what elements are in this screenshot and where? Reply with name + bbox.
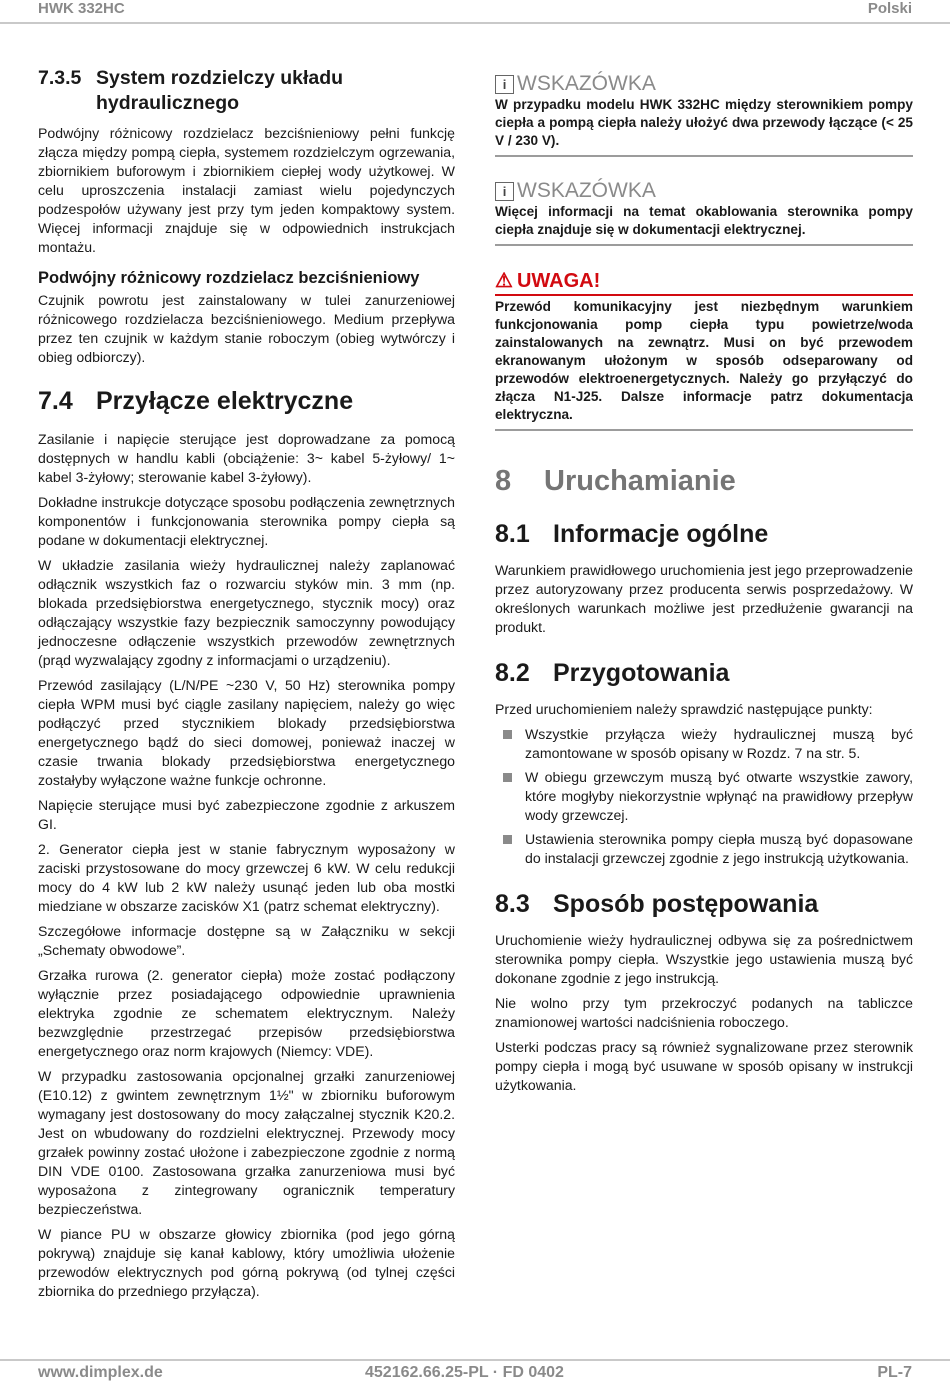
section-title: Sposób postępowania <box>553 890 819 918</box>
section-title: System rozdzielczy układu hydraulicznego <box>96 67 344 114</box>
paragraph: Dokładne instrukcje dotyczące sposobu podłączenia zewnętrznych komponentów i funkcjonowania sterownika pompy ciepła są podane w dokumentacji elektrycznej. <box>38 494 455 548</box>
note-box <box>495 72 913 157</box>
note-box <box>495 179 913 246</box>
note-title: WSKAZÓWKA <box>517 72 656 95</box>
left-column <box>38 66 455 1307</box>
paragraph: Grzałka rurowa (2. generator ciepła) może zostać podłączony wyłącznie przez posiadającego odpowiednie uprawnienia elektryka zgodnie ze schematem elektrycznym. Należy bezwzględnie przestrzegać przepisów przedsiębiorstwa energetycznego oraz norm krajowych (Niemcy: VDE). <box>38 967 455 1059</box>
header-language: Polski <box>867 0 912 17</box>
warning-triangle-icon: ⚠ <box>495 270 513 292</box>
warning-box <box>495 268 913 431</box>
section-title: Przyłącze elektryczne <box>96 387 354 415</box>
paragraph: W układzie zasilania wieży hydraulicznej należy zaplanować odłącznik wszystkich faz o rozwarciu styków min. 3 mm (np. blokada przedsiębiorstwa energetycznego, stycznik mocy) oraz odłączający wszystkie fazy bezpiecznik samoczynny powodujący jednoczesne odłączenie wszystkich przewodów zewnętrznych (prąd wyzwalający zgodny z informacjami o urządzeniu). <box>38 557 455 668</box>
paragraph: Czujnik powrotu jest zainstalowany w tulei zanurzeniowej różnicowego rozdzielacza bezciśnieniowego. Medium przepływa przez ten czujnik w każdym stanie roboczym (obieg wytwórczy i obieg odbiorczy). <box>38 292 455 365</box>
paragraph: 2. Generator ciepła jest w stanie fabrycznym wyposażony w zaciski przystosowane do mocy grzewczej 6 kW. W celu redukcji mocy do 4 kW lub 2 kW należy usunąć jeden lub oba mostki miedziane w obszarze zacisków X1 (patrz schemat elektryczny). <box>38 841 455 914</box>
info-icon: i <box>495 182 514 201</box>
paragraph: Warunkiem prawidłowego uruchomienia jest jego przeprowadzenie przez autoryzowany przez producenta serwis posprzedażowy. W określonych warunkach możliwe jest przedłużenie gwarancji na produkt. <box>495 562 913 635</box>
paragraph: Podwójny różnicowy rozdzielacz bezciśnieniowy pełni funkcję złącza między pompą ciepła, systemem rozdzielczym ogrzewania, zbiornikiem buforowym i zbiornikiem ciepłej wody użytkowej. W celu uproszczenia instalacji zamiast wielu pojedynczych podzespołów używany jest przy tym jeden kompaktowy system. Więcej informacji znajduje się w odpowiednich instrukcjach montażu. <box>38 125 455 255</box>
checklist <box>495 725 913 868</box>
section-title: Przygotowania <box>553 659 730 687</box>
footer-page-number: PL-7 <box>877 1364 912 1381</box>
paragraph: Przed uruchomieniem należy sprawdzić następujące punkty: <box>495 701 873 717</box>
section-title: Informacje ogólne <box>553 520 769 548</box>
chapter-8-heading <box>495 465 913 498</box>
footer-website: www.dimplex.de <box>38 1364 163 1381</box>
right-column <box>495 72 913 1101</box>
paragraph: Przewód zasilający (L/N/PE ~230 V, 50 Hz) sterownika pompy ciepła WPM musi być ciągle zasilany napięciem, należy go więc podłączyć przed stycznikiem blokady przedsiębiorstwa energetycznego bądź do sieci domowej, ponieważ inaczej w czasie trwania blokady przedsiębiorstwa energetycznego zostałyby wyłączone ważne funkcje ochronne. <box>38 677 455 788</box>
list-item: Ustawienia sterownika pompy ciepła muszą być dopasowane do instalacji grzewczej zgodnie z jego instrukcją użytkowania. <box>495 830 913 868</box>
paragraph: W przypadku zastosowania opcjonalnej grzałki zanurzeniowej (E10.12) z gwintem zewnętrznym 1½" w zbiorniku buforowym wymagany jest dostosowany do mocy załączalnej stycznik K20.2. Jest on wbudowany do rozdzielni elektrycznej. Przewody mocy grzałek powinny zostać ułożone i zabezpieczone zgodnie z normą DIN VDE 0100. Zastosowana grzałka zanurzeniowa musi być wyposażona z zintegrowany ogranicznik temperatury bezpieczeństwa. <box>38 1068 455 1217</box>
paragraph: Szczegółowe informacje dostępne są w Załączniku w sekcji „Schematy obwodowe”. <box>38 923 455 958</box>
section-7-4-heading <box>38 387 455 416</box>
list-item: W obiegu grzewczym muszą być otwarte wszystkie zawory, które mogłyby niekorzystnie wpłynąć na prawidłowy przepływ wody grzewczej. <box>495 768 913 825</box>
note-text: W przypadku modelu HWK 332HC między sterownikiem pompy ciepła a pompą ciepła należy ułożyć dwa przewody łączące (< 25 V / 230 V). <box>495 97 913 148</box>
warning-text: Przewód komunikacyjny jest niezbędnym warunkiem funkcjonowania pomp ciepła typu powietrze/woda zainstalowanych na zewnątrz. Musi on być przewodem ekranowanym ułożonym w sposób odseparowany od przewodów elektroenergetycznych. Należy go przyłączyć do złącza N1-J25. Dalsze informacje patrz dokumentacja elektryczna. <box>495 299 913 422</box>
page-footer <box>0 1359 950 1385</box>
section-title: Uruchamianie <box>544 465 736 497</box>
section-number: 7.3.5 <box>38 67 82 89</box>
warning-header <box>495 268 913 296</box>
section-number: 8.3 <box>495 890 530 918</box>
paragraph: Zasilanie i napięcie sterujące jest doprowadzane za pomocą dostępnych w handlu kabli (obciążenie: 3~ kabel 5-żyłowy/ 1~ kabel 3-żyłowy; sterowanie kabel 3-żyłowy). <box>38 431 455 485</box>
section-8-3-heading <box>495 890 913 919</box>
section-8-2-heading <box>495 659 913 688</box>
paragraph: W piance PU w obszarze głowicy zbiornika (pod jego górną pokrywą) znajduje się kanał kablowy, który umożliwia ułożenie przewodów elektrycznych pod górną pokrywą (od tylnej części zbiornika do przedniego przyłącza). <box>38 1226 455 1299</box>
header-model: HWK 332HC <box>38 0 125 17</box>
subsection-heading: Podwójny różnicowy rozdzielacz bezciśnieniowy <box>38 269 420 287</box>
warning-title: UWAGA! <box>516 270 601 292</box>
footer-doc-number: 452162.66.25-PL · FD 0402 <box>365 1364 564 1381</box>
info-icon: i <box>495 75 514 94</box>
section-number: 7.4 <box>38 387 73 415</box>
section-7-3-5-heading <box>38 66 455 116</box>
note-title: WSKAZÓWKA <box>517 179 656 202</box>
paragraph: Nie wolno przy tym przekroczyć podanych na tabliczce znamionowej wartości nadciśnienia roboczego. <box>495 995 913 1030</box>
paragraph: Usterki podczas pracy są również sygnalizowane przez sterownik pompy ciepła i mogą być usuwane w sposób opisany w instrukcji użytkowania. <box>495 1039 913 1093</box>
paragraph: Uruchomienie wieży hydraulicznej odbywa się za pośrednictwem sterownika pompy ciepła. Wszystkie jego ustawienia muszą być dokonane zgodnie z jego instrukcją. <box>495 932 913 986</box>
note-text: Więcej informacji na temat okablowania sterownika pompy ciepła znajduje się w dokumentacji elektrycznej. <box>495 204 913 237</box>
list-item: Wszystkie przyłącza wieży hydraulicznej muszą być zamontowane w sposób opisany w Rozdz. 7 na str. 5. <box>495 725 913 763</box>
section-8-1-heading <box>495 520 913 549</box>
section-number: 8.1 <box>495 520 530 548</box>
paragraph: Napięcie sterujące musi być zabezpieczone zgodnie z arkuszem GI. <box>38 797 455 832</box>
section-number: 8.2 <box>495 659 530 687</box>
section-number: 8 <box>495 465 512 497</box>
note-header <box>495 179 913 203</box>
page-header <box>0 0 950 24</box>
note-header <box>495 72 913 96</box>
